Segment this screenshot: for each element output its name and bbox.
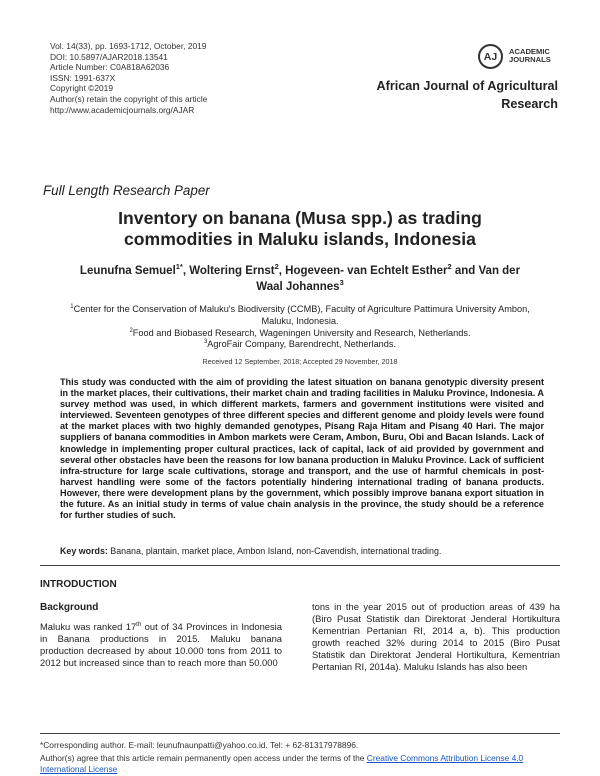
body-column-right: tons in the year 2015 out of production areas of 439 ha (Biro Pusat Statistik dan Direktorat Jenderal Hortikultura Kementrian Pertanian RI, 2014 a, b). This production growth reached 32% during 2014 to 2015 (Biro Pusat Statistik dan Direktorat Jenderal Hortikultura, Kementrian Pertanian RI, 2014a). Maluku Islands has also been <box>312 601 560 673</box>
logo-text: ACADEMIC JOURNALS <box>509 47 551 65</box>
doi: DOI: 10.5897/AJAR2018.13541 <box>50 51 168 62</box>
author-list: Leunufna Semuel$^{1*}$, Woltering Ernst$^2$, Hogeveen- van Echtelt Esther$^2$ and Van der Waal Johannes$^3$ <box>79 262 521 293</box>
paper-title: Inventory on banana (Musa spp.) as trading commodities in Maluku islands, Indonesia <box>118 208 482 249</box>
subsection-heading-background: Background <box>40 602 99 613</box>
license-link[interactable]: Creative Commons Attribution License 4.0 International License <box>40 753 524 774</box>
footnote-divider <box>40 733 560 734</box>
keywords: Key words: Banana, plantain, market place, Ambon Island, non-Cavendish, international trading. <box>60 546 442 556</box>
abstract: This study was conducted with the aim of providing the latest situation on banana genotypic diversity present in the market places, their cultivations, their market chain and trading facilities in Maluku Province, Indonesia. A survey method was used, in which different markets, farmers and government institutions were visited and interviewed. Seventeen genotypes of three different species and different genome and ploidy levels were found at the market places with two highly demanded genotypes, Pisang Raja Hitam and Pisang 40 Hari. The major suppliers of banana commodities in Ambon markets were Ceram, Ambon, Buru, Obi and Bacan Islands. Lack of knowledge in implementing proper cultural practices, lack of capital, lack of aid provided by government and several other obstacles have been the reasons for low banana production in Maluku Province. Lack of sufficient infra-structure for large scale cultivations, storage and transport, and the use of harmful chemicals in post-harvest handling were some of the factors potentially hindering international trading of banana products. However, there were development plans by the government, which possibly improve banana export situation in the future. As an initial study in terms of value chain analysis in the province, the study should be a reference for further studies of such. <box>60 377 544 521</box>
section-heading-introduction: INTRODUCTION <box>40 579 117 590</box>
divider <box>40 565 560 566</box>
volume-info: Vol. 14(33), pp. 1693-1712, October, 2019 <box>50 41 207 51</box>
corresponding-author-footnote: *Corresponding author. E-mail: leunufnaunpatti@yahoo.co.id. Tel: + 62-81317978896. <box>40 740 359 750</box>
body-column-left: Maluku was ranked 17th out of 34 Provinces in Indonesia in Banana productions in 2015. Maluku banana production decreased by about 10.000 tons from 2011 to 2012 but increased since than to reach more than 50.000 <box>40 620 282 669</box>
academic-journals-logo <box>478 44 598 76</box>
issn: ISSN: 1991-637X <box>50 72 116 83</box>
journal-url[interactable]: http://www.academicjournals.org/AJAR <box>50 104 195 115</box>
article-metadata <box>50 41 310 115</box>
aj-logo-icon: AJ <box>478 44 503 69</box>
license-statement: Author(s) agree that this article remain permanently open access under the terms of the Creative Commons Attribution License 4.0 International License <box>40 753 524 774</box>
received-accepted-dates: Received 12 September, 2018; Accepted 29 November, 2018 <box>202 357 398 366</box>
paper-type: Full Length Research Paper <box>43 183 210 198</box>
journal-name: African Journal of Agricultural Research <box>376 79 558 111</box>
affiliations: $^1$Center for the Conservation of Maluku's Biodiversity (CCMB), Faculty of Agriculture Pattimura University Ambon, Maluku, Indonesia. $^2$Food and Biobased Research, Wageningen University and Research, Netherlands. $^3$AgroFair Company, Barendrecht, Netherlands. <box>70 303 530 350</box>
article-number: Article Number: C0A818A62036 <box>50 62 170 73</box>
copyright: Copyright ©2019 <box>50 83 113 94</box>
rights-statement: Author(s) retain the copyright of this article <box>50 93 208 104</box>
